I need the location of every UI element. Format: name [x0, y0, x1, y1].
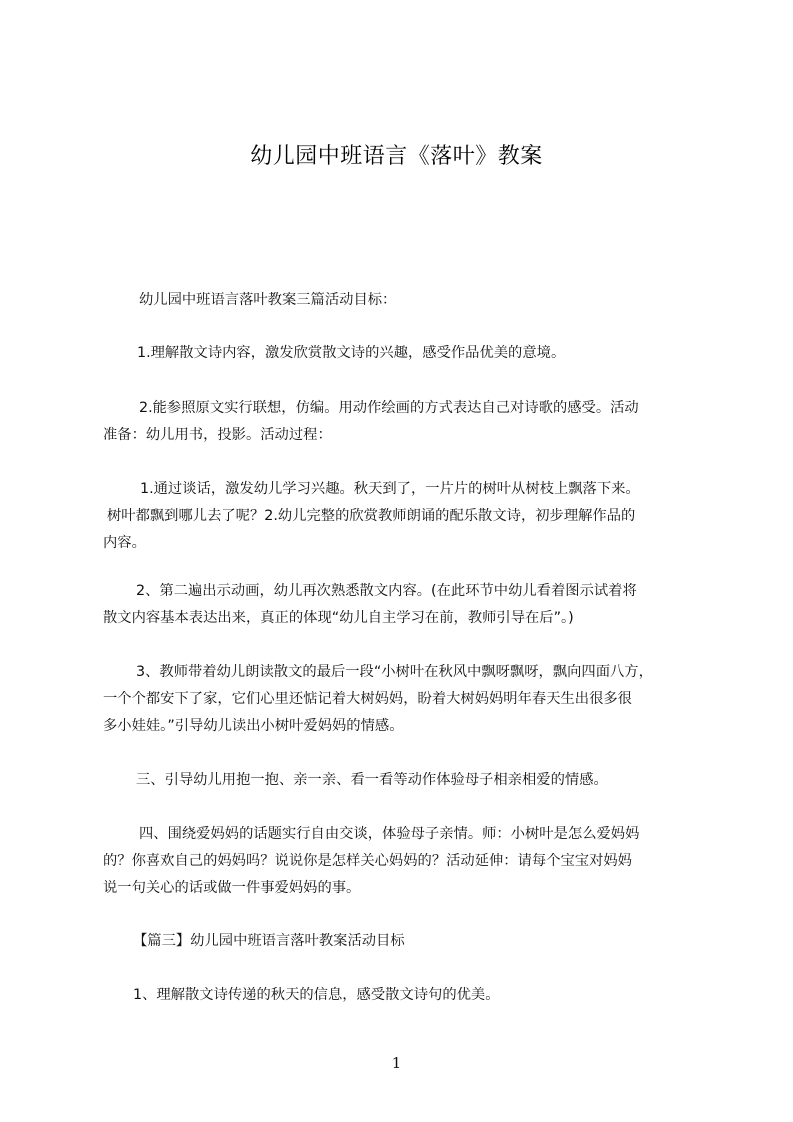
text-line: 1.理解散文诗内容，激发欣赏散文诗的兴趣，感受作品优美的意境。 [137, 345, 566, 361]
paragraph-objective-1 [103, 340, 703, 367]
text-line: 散文内容基本表达出来，真正的体现“幼儿自主学习在前，教师引导在后”。) [103, 610, 574, 626]
paragraph-process-2 [103, 578, 703, 632]
document-title: 幼儿园中班语言《落叶》教案 [250, 144, 543, 169]
text-line: 三、引导幼儿用抱一抱、亲一亲、看一看等动作体验母子相亲相爱的情感。 [136, 772, 608, 788]
text-line: 2.能参照原文实行联想，仿编。用动作绘画的方式表达自己对诗歌的感受。活动 [139, 400, 639, 416]
text-line: 1.通过谈话，激发幼儿学习兴趣。秋天到了，一片片的树叶从树枝上飘落下来。 [140, 481, 640, 497]
text-line: 准备：幼儿用书，投影。活动过程： [103, 427, 332, 443]
text-line: 1、理解散文诗传递的秋天的信息，感受散文诗句的优美。 [133, 987, 500, 1003]
page-number: 1 [391, 1054, 402, 1072]
paragraph-part-three-objective-1 [103, 982, 703, 1009]
text-line: 幼儿园中班语言落叶教案三篇活动目标： [139, 292, 397, 308]
paragraph-part-three-heading [103, 928, 703, 955]
text-line: 多小娃娃。”引导幼儿读出小树叶爱妈妈的情感。 [103, 718, 404, 734]
paragraph-objective-2 [103, 395, 703, 449]
text-line: 2、第二遍出示动画，幼儿再次熟悉散文内容。(在此环节中幼儿看着图示试着将 [136, 583, 637, 599]
text-line: 说一句关心的话或做一件事爱妈妈的事。 [103, 880, 361, 896]
text-line: 的？你喜欢自己的妈妈吗？说说你是怎样关心妈妈的？活动延伸：请每个宝宝对妈妈 [103, 853, 632, 869]
text-line: 树叶都飘到哪儿去了呢？2.幼儿完整的欣赏教师朗诵的配乐散文诗，初步理解作品的 [107, 508, 636, 524]
paragraph-section-three [103, 767, 703, 794]
paragraph-section-four [103, 821, 703, 902]
text-line: 四、围绕爱妈妈的话题实行自由交谈，体验母子亲情。师：小树叶是怎么爱妈妈 [139, 826, 640, 842]
paragraph-process-1 [103, 476, 703, 557]
text-line: 【篇三】幼儿园中班语言落叶教案活动目标 [133, 933, 405, 949]
paragraph-objectives-heading [103, 287, 703, 314]
text-line: 3、教师带着幼儿朗读散文的最后一段“小树叶在秋风中飘呀飘呀，飘向四面八方， [136, 664, 653, 680]
paragraph-process-3 [103, 659, 703, 740]
text-line: 一个个都安下了家，它们心里还惦记着大树妈妈，盼着大树妈妈明年春天生出很多很 [103, 691, 632, 707]
text-line: 内容。 [103, 535, 146, 551]
